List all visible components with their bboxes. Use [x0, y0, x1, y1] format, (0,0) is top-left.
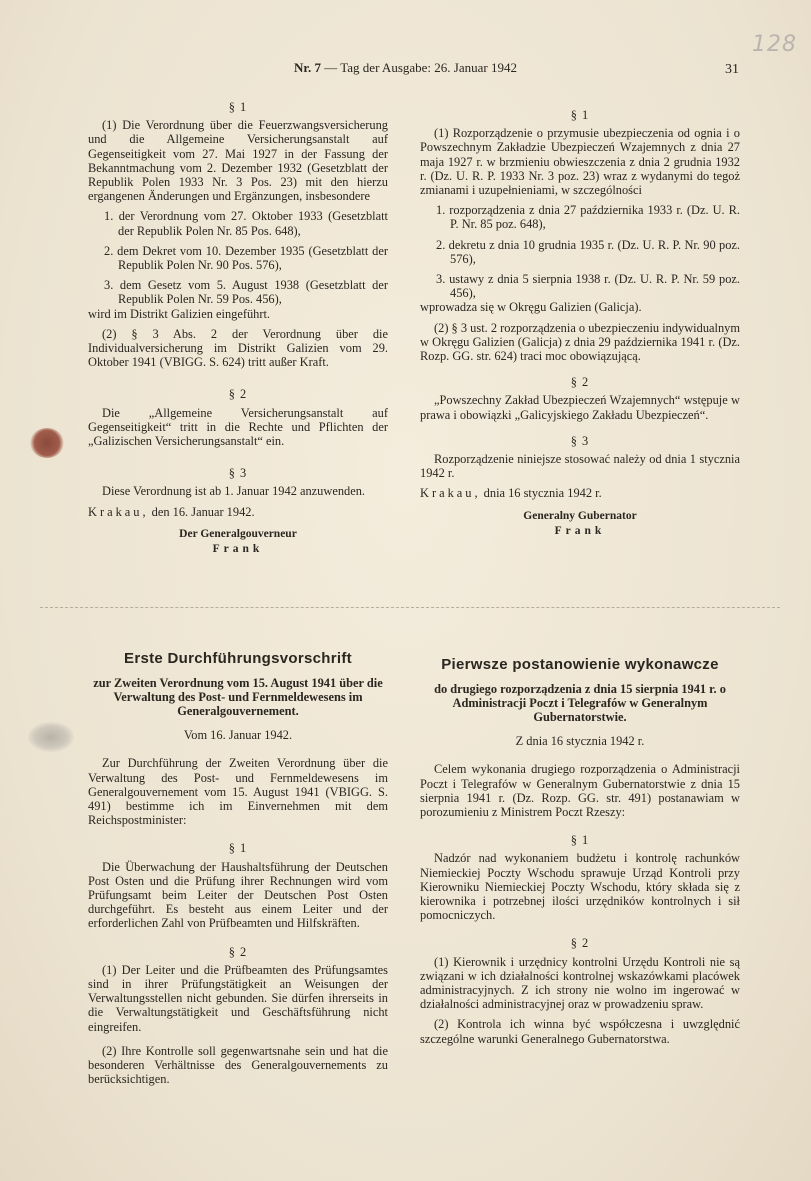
- paragraph: Rozporządzenie niniejsze stosować należy od dnia 1 stycznia 1942 r.: [420, 452, 740, 481]
- paragraph: „Powszechny Zakład Ubezpieczeń Wzajemnych“ wstępuje w prawa i obowiązki „Galicyjskiego Zakładu Ubezpieczeń“.: [420, 393, 740, 422]
- place-date: [420, 486, 740, 500]
- signature-title: Der Generalgouverneur: [179, 527, 297, 540]
- section-heading: § 1: [228, 841, 248, 856]
- section-heading: § 1: [570, 108, 590, 122]
- issue-date: Tag der Ausgabe: 26. Januar 1942: [340, 60, 517, 75]
- signature-title: Generalny Gubernator: [523, 509, 637, 522]
- list-item: 2. dekretu z dnia 10 grudnia 1935 r. (Dz. U. R. P. Nr. 90 poz. 576),: [436, 237, 740, 266]
- page-header: [0, 60, 811, 76]
- paragraph: Die „Allgemeine Versicherungsanstalt auf Gegenseitigkeit“ tritt in die Rechte und Pflichten der „Galizischen Versicherungsanstalt“ ein.: [88, 405, 388, 449]
- lower-polish-column: [420, 658, 740, 1052]
- sign-date: dnia 16 stycznia 1942 r.: [483, 486, 602, 501]
- list-item: 3. ustawy z dnia 5 sierpnia 1938 r. (Dz. U. R. P. Nr. 59 poz. 456),: [436, 272, 740, 301]
- paragraph: (2) § 3 ust. 2 rozporządzenia o ubezpieczeniu indywidualnym w Okręgu Galizien (Galicja) z dnia 29 października 1941 r. (Dz. Rozp. GG. str. 624) traci moc obowiązującą.: [420, 320, 740, 364]
- stain-mark: [30, 428, 64, 458]
- section-divider: [40, 607, 780, 608]
- paragraph: wprowadza się w Okręgu Galizien (Galicja).: [420, 300, 642, 315]
- document-date: Z dnia 16 stycznia 1942 r.: [515, 734, 645, 749]
- paragraph: (1) Die Verordnung über die Feuerzwangsversicherung und die Allgemeine Versicherungsanstalt auf Gegenseitigkeit vom 27. Mai 1927 in der Fassung der Bekanntmachung vom 2. Dezember 1932 (Gesetzblatt der Republik Polen 1933 Nr. 3 Pos. 23) mit den hierzu ergangenen Änderungen und Ergänzungen, insbesondere: [88, 118, 388, 204]
- section-heading: § 3: [228, 466, 248, 481]
- paragraph: wird im Distrikt Galizien eingeführt.: [88, 306, 271, 321]
- list-item: 1. der Verordnung vom 27. Oktober 1933 (Gesetzblatt der Republik Polen Nr. 85 Pos. 648),: [104, 209, 388, 238]
- paragraph: Celem wykonania drugiego rozporządzenia o Administracji Poczt i Telegrafów w Generalnym Gubernatorstwie z dnia 15 sierpnia 1941 r. (Dz. Rozp. GG. str. 491) postanawiam w porozumieniu z Ministrem Poczt Rzeszy:: [420, 762, 740, 820]
- place: Krakau,: [420, 486, 481, 501]
- paragraph: (1) Rozporządzenie o przymusie ubezpieczenia od ognia i o Powszechnym Zakładzie Ubezpieczeń Wzajemnych z dnia 27 maja 1927 r. w brzmieniu obwieszczenia z dnia 2 grudnia 1932 r. (Dz. U. R. P. 1933 Nr. 3 poz. 23) wraz z wydanymi do tegoż zmianami i uzupełnieniami, w szczególności: [420, 126, 740, 198]
- document-date: Vom 16. Januar 1942.: [183, 728, 293, 743]
- document-title: Pierwsze postanowienie wykonawcze: [441, 656, 719, 673]
- pencil-annotation: 128: [752, 32, 797, 57]
- paragraph: Nadzór nad wykonaniem budżetu i kontrolę rachunków Niemieckiej Poczty Wschodu sprawuje Urząd Kontroli przy Kierowniku Niemieckiej Poczty Wschodu, który składa się z kierownika i potrzebnej ilości urzędników kontrolnych i sił pomocniczych.: [420, 851, 740, 923]
- signature-name: Frank: [554, 524, 606, 537]
- section-heading: § 2: [570, 936, 590, 951]
- document-subtitle: zur Zweiten Verordnung vom 15. August 1941 über die Verwaltung des Post- und Fernmeldewesens im Generalgouvernement.: [93, 676, 383, 719]
- sign-date: den 16. Januar 1942.: [151, 504, 255, 519]
- place: Krakau,: [88, 504, 149, 519]
- section-heading: § 2: [228, 387, 248, 402]
- section-heading: § 2: [570, 375, 590, 390]
- list-item: 3. dem Gesetz vom 5. August 1938 (Gesetzblatt der Republik Polen Nr. 59 Pos. 456),: [104, 278, 388, 307]
- section-heading: § 1: [228, 100, 248, 114]
- signature-name: Frank: [212, 542, 264, 555]
- paragraph: Zur Durchführung der Zweiten Verordnung über die Verwaltung des Post- und Fernmeldewesens im Generalgouvernement vom 15. August 1941 (VBIGG. S. 491) bestimme ich im Einvernehmen mit dem Reichspostminister:: [88, 756, 388, 828]
- paragraph: (2) Ihre Kontrolle soll gegenwartsnahe sein und hat die besonderen Verhältnisse des Generalgouvernements zu berücksichtigen.: [88, 1043, 388, 1087]
- place-date: [88, 505, 388, 519]
- issue-number: Nr. 7: [294, 60, 321, 75]
- paragraph: (1) Der Leiter und die Prüfbeamten des Prüfungsamtes sind in ihrer Prüfungstätigkeit an Weisungen der Verwaltungsstellen nicht gebunden. Sie dürfen ihrerseits in die Verwaltungstätigkeit und Geschäftsführung nicht eingreifen.: [88, 962, 388, 1034]
- header-dash: —: [324, 60, 338, 75]
- paragraph: Diese Verordnung ist ab 1. Januar 1942 anzuwenden.: [102, 484, 366, 499]
- section-heading: § 1: [570, 833, 590, 848]
- section-heading: § 2: [228, 944, 248, 959]
- section-heading: § 3: [570, 433, 590, 448]
- document-subtitle: do drugiego rozporządzenia z dnia 15 sierpnia 1941 r. o Administracji Poczt i Telegrafów w Generalnym Gubernatorstwie.: [434, 682, 726, 725]
- page-number: 31: [725, 62, 739, 77]
- document-title: Erste Durchführungsvorschrift: [124, 650, 352, 667]
- upper-polish-column: [420, 108, 740, 539]
- paragraph: (2) Kontrola ich winna być współczesna i uwzględnić szczególne warunki Generalnego Gubernatorstwa.: [420, 1017, 740, 1046]
- list-item: 2. dem Dekret vom 10. Dezember 1935 (Gesetzblatt der Republik Polen Nr. 90 Pos. 576),: [104, 243, 388, 273]
- list-item: 1. rozporządzenia z dnia 27 października 1933 r. (Dz. U. R. P. Nr. 85 poz. 648),: [436, 203, 740, 232]
- stain-mark: [28, 722, 74, 752]
- paragraph: (1) Kierownik i urzędnicy kontrolni Urzędu Kontroli nie są związani w ich działalności kontrolnej wskazówkami placówek administracyjnych. Z ich strony nie wolno im ingerować w działalności administracyjnej oraz w prowadzeniu spraw.: [420, 954, 740, 1012]
- paragraph: (2) § 3 Abs. 2 der Verordnung über die Individualversicherung im Distrikt Galizien vom 29. Oktober 1941 (VBIGG. S. 624) tritt außer Kraft.: [88, 326, 388, 370]
- lower-german-column: [88, 652, 388, 1092]
- paragraph: Die Überwachung der Haushaltsführung der Deutschen Post Osten und die Prüfung ihrer Rechnungen wird vom Prüfungsamt beim Leiter der Deutschen Post Osten durchgeführt. Es besteht aus einem Leiter und der erforderlichen Zahl von Prüfbeamten und Hilfskräften.: [88, 859, 388, 931]
- upper-german-column: [88, 100, 388, 557]
